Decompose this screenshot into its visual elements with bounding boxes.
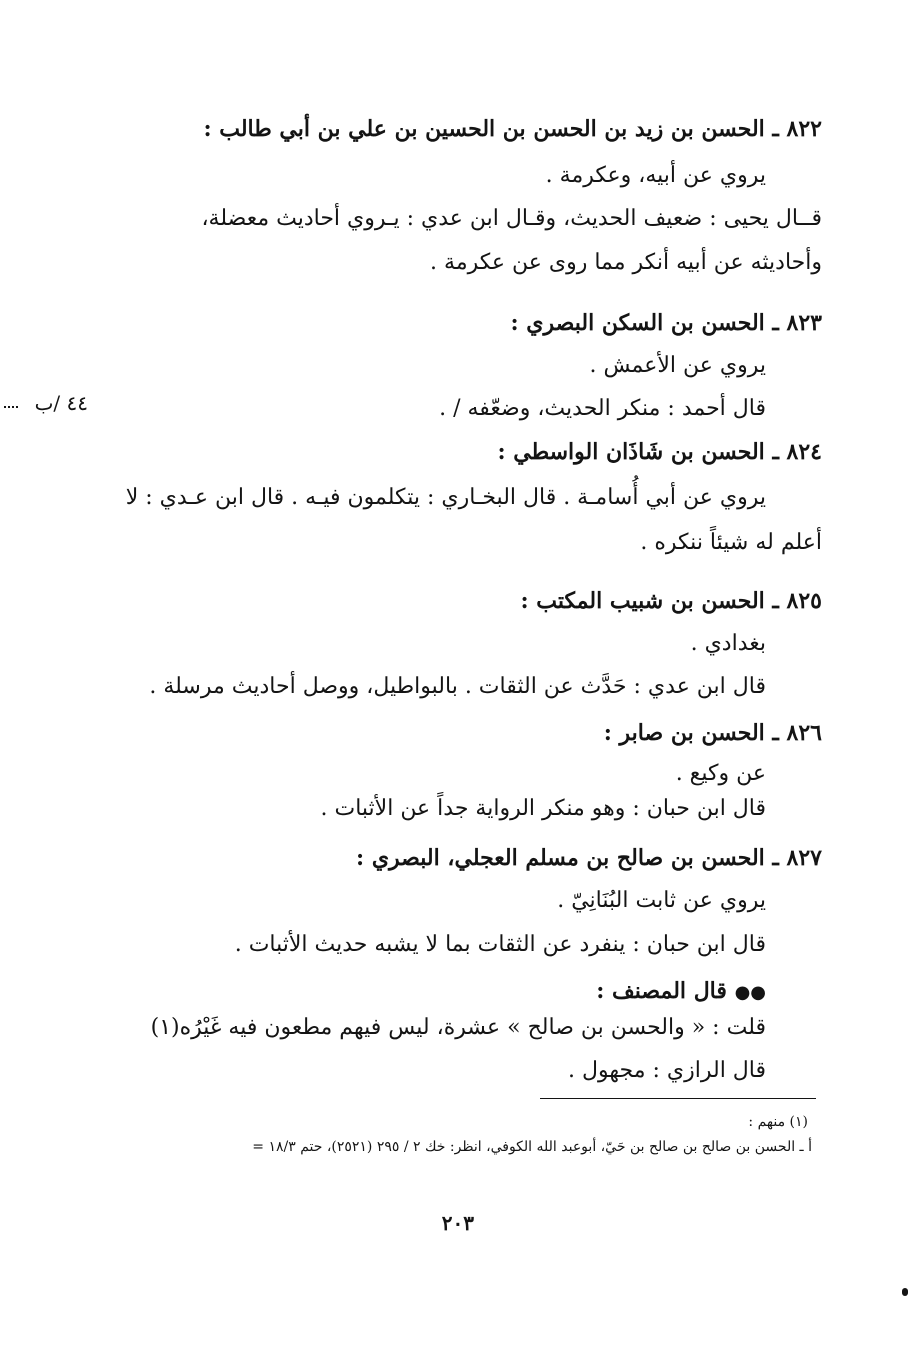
entry-822-line-2: قــال يحيى : ضعيف الحديث، وقـال ابن عدي : يـروي أحاديث معضلة،	[201, 206, 822, 231]
author-note-title: قال المصنف :	[596, 978, 727, 1004]
footnote-1: (١) منهم :	[748, 1114, 808, 1130]
entry-822-line-3: وأحاديثه عن أبيه أنكر مما روى عن عكرمة .	[430, 250, 822, 275]
entry-823-line-1: يروي عن الأعمش .	[589, 353, 766, 378]
entry-822-line-1: يروي عن أبيه، وعكرمة .	[545, 163, 766, 188]
author-note-line-1: قلت : « والحسن بن صالح » عشرة، ليس فيهم مطعون فيه غَيْرُه(١)	[150, 1015, 766, 1040]
entry-827-line-2: قال ابن حبان : ينفرد عن الثقات بما لا يشبه حديث الأثبات .	[234, 932, 766, 957]
entry-824-heading: ٨٢٤ ـ الحسن بن شَاذَان الواسطي :	[497, 439, 822, 465]
entry-825-line-2: قال ابن عدي : حَدَّث عن الثقات . بالبواطيل، ووصل أحاديث مرسلة .	[149, 674, 766, 699]
entry-827-line-1: يروي عن ثابت البُنَانِيّ .	[557, 888, 766, 913]
scan-mark	[902, 1288, 908, 1296]
author-note-line-2: قال الرازي : مجهول .	[568, 1058, 766, 1083]
entry-826-heading: ٨٢٦ ـ الحسن بن صابر :	[603, 720, 822, 746]
entry-825-heading: ٨٢٥ ـ الحسن بن شبيب المكتب :	[520, 588, 822, 614]
entry-824-line-2: أعلم له شيئاً ننكره .	[640, 530, 822, 555]
footnote-separator	[540, 1098, 816, 1099]
margin-page-reference: ٤٤ /ب	[34, 391, 88, 415]
entry-824-line-1: يروي عن أبي أُسامـة . قال البخـاري : يتكلمون فيـه . قال ابن عـدي : لا	[125, 485, 766, 510]
entry-823-line-2: قال أحمد : منكر الحديث، وضعّفه / .	[439, 396, 766, 421]
entry-826-line-1: عن وكيع .	[675, 761, 766, 786]
author-note-heading	[596, 980, 766, 1002]
margin-leader-dots	[4, 406, 18, 408]
entry-822-heading: ٨٢٢ ـ الحسن بن زيد بن الحسن بن الحسين بن علي بن أبي طالب :	[203, 116, 822, 142]
footnote-2: أ ـ الحسن بن صالح بن صالح بن حَيّ، أبوعبد الله الكوفي، انظر: خك ٢ / ٢٩٥ (٢٥٢١)، حتم ١٨/٣ =	[252, 1139, 812, 1155]
author-note-circles: ●●	[734, 982, 766, 1003]
page-number: ٢٠٣	[441, 1211, 474, 1235]
entry-823-heading: ٨٢٣ ـ الحسن بن السكن البصري :	[510, 310, 822, 336]
entry-826-line-2: قال ابن حبان : وهو منكر الرواية جداً عن الأثبات .	[320, 796, 766, 821]
entry-827-heading: ٨٢٧ ـ الحسن بن صالح بن مسلم العجلي، البصري :	[356, 845, 822, 871]
entry-825-line-1: بغدادي .	[690, 631, 766, 656]
